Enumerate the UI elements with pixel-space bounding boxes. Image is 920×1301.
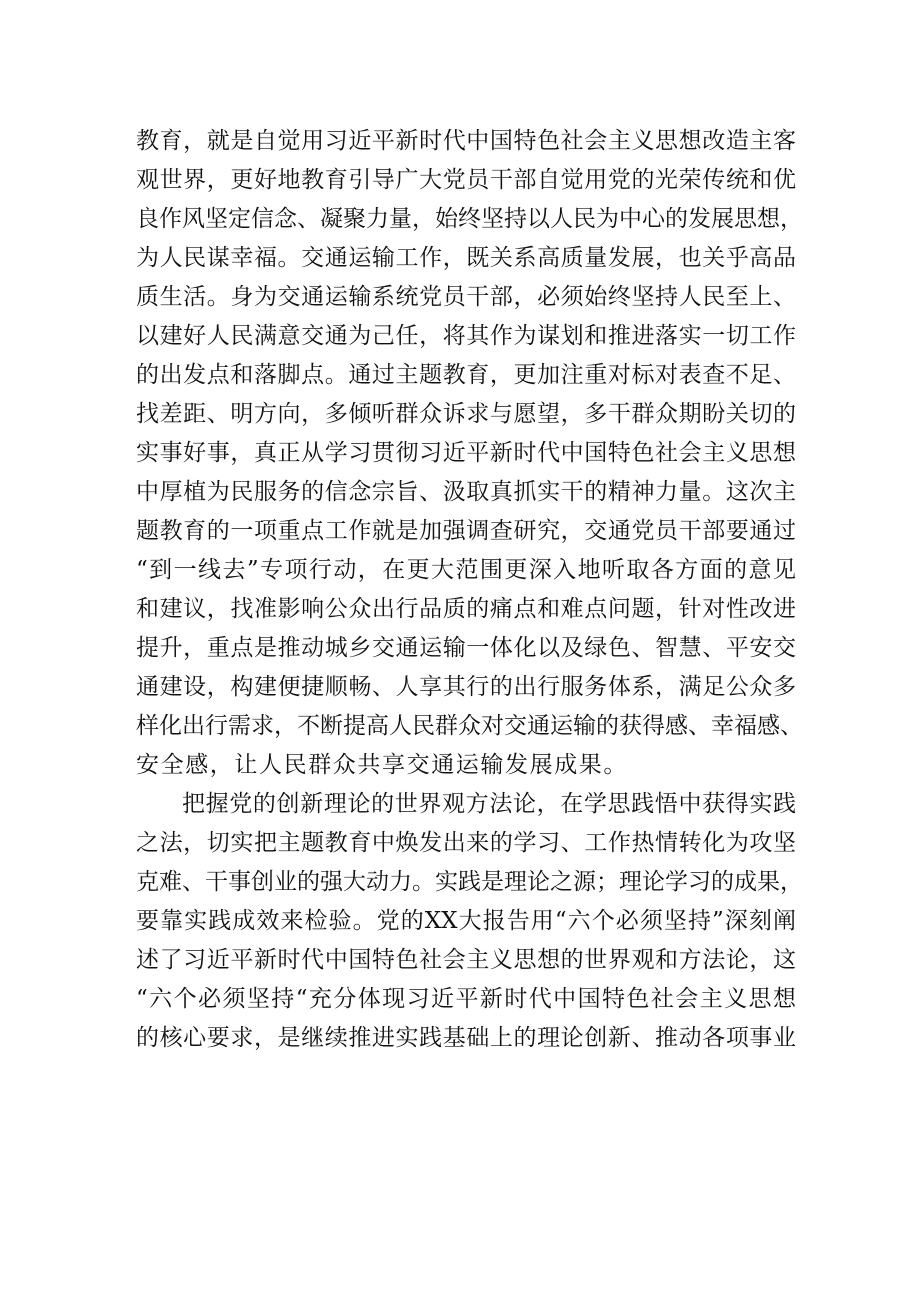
text-line: 找差距、明方向，多倾听群众诉求与愿望，多干群众期盼关切的 <box>136 401 796 427</box>
text-line: 通建设，构建便捷顺畅、人享其行的出行服务体系，满足公众多 <box>136 674 796 700</box>
text-line: 以建好人民满意交通为己任，将其作为谋划和推进落实一切工作 <box>136 323 796 349</box>
text-line: 为人民谋幸福。交通运输工作，既关系高质量发展，也关乎高品 <box>136 245 796 271</box>
text-line: 样化出行需求，不断提高人民群众对交通运输的获得感、幸福感、 <box>136 713 803 739</box>
text-line: 和建议，找准影响公众出行品质的痛点和难点问题，针对性改进 <box>136 596 796 622</box>
text-line: 克难、干事创业的强大动力。实践是理论之源；理论学习的成果， <box>136 869 803 895</box>
text-line: 实事好事，真正从学习贯彻习近平新时代中国特色社会主义思想 <box>136 440 796 466</box>
text-line: 观世界，更好地教育引导广大党员干部自觉用党的光荣传统和优 <box>136 167 796 193</box>
text-line: 之法，切实把主题教育中焕发出来的学习、工作热情转化为攻坚 <box>136 830 796 856</box>
text-line: “到一线去”专项行动，在更大范围更深入地听取各方面的意见 <box>136 557 796 583</box>
paragraph-end-line: 安全感，让人民群众共享交通运输发展成果。 <box>136 752 628 778</box>
text-line: 教育，就是自觉用习近平新时代中国特色社会主义思想改造主客 <box>136 128 796 154</box>
text-line: 题教育的一项重点工作就是加强调查研究，交通党员干部要通过 <box>136 518 796 544</box>
text-line: 提升，重点是推动城乡交通运输一体化以及绿色、智慧、平安交 <box>136 635 796 661</box>
paragraph-first-line: 把握党的创新理论的世界观方法论，在学思践悟中获得实践 <box>182 791 796 817</box>
text-line: 要靠实践成效来检验。党的XX大报告用“六个必须坚持”深刻阐 <box>136 908 796 934</box>
text-line: 的核心要求，是继续推进实践基础上的理论创新、推动各项事业 <box>136 1025 796 1051</box>
text-line: “六个必须坚持“充分体现习近平新时代中国特色社会主义思想 <box>136 986 796 1012</box>
text-line: 的出发点和落脚点。通过主题教育，更加注重对标对表查不足、 <box>136 362 796 388</box>
body-text <box>136 122 803 1058</box>
text-line: 良作风坚定信念、凝聚力量，始终坚持以人民为中心的发展思想， <box>136 206 803 232</box>
text-line: 中厚植为民服务的信念宗旨、汲取真抓实干的精神力量。这次主 <box>136 479 796 505</box>
text-line: 质生活。身为交通运输系统党员干部，必须始终坚持人民至上、 <box>136 284 796 310</box>
text-line: 述了习近平新时代中国特色社会主义思想的世界观和方法论，这 <box>136 947 796 973</box>
